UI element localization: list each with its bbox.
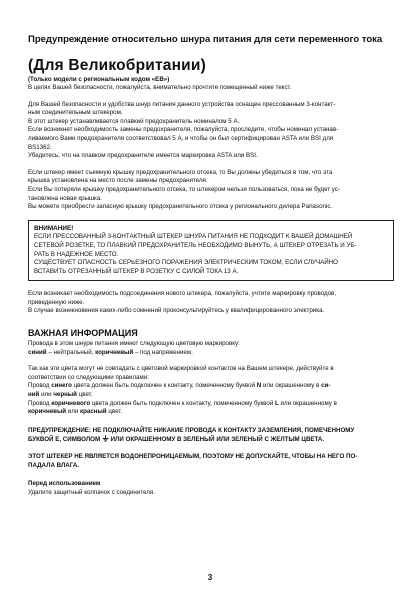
text-line: тановлена новая крышка. — [28, 194, 102, 202]
text-line: Если штекер имеет съемную крышку предохранительного отсека, то Вы должны убедиться в том, что эта — [28, 168, 333, 176]
text-line: приведенную ниже. — [28, 298, 85, 306]
text-line: BS1362. — [28, 143, 52, 151]
ground-line — [28, 435, 394, 445]
text-line: ным соединительным штекером. — [28, 109, 123, 117]
text-line: ПРЕДУПРЕЖДЕНИЕ: НЕ ПОДКЛЮЧАЙТЕ НИКАКИЕ ПРОВОДА К КОНТАКТУ ЗАЗЕМЛЕНИЯ, ПОМЕЧЕННОМУ — [28, 426, 355, 434]
text-span: L — [275, 399, 279, 407]
text-span: или — [66, 408, 81, 416]
text-line: соответствии со следующими правилами: — [28, 373, 149, 381]
text-span: коричневого — [51, 399, 91, 407]
page-number: 3 — [207, 573, 213, 582]
brown-label: коричневый — [95, 348, 134, 356]
wire-colors-line — [28, 349, 394, 358]
wiring-rules-paragraph — [28, 365, 394, 417]
text-line: Для Вашей безопасности и удобства шнур питания данного устройства оснащен прессованным 3-контакт- — [28, 100, 336, 108]
text-line: ПАДАЛА ВЛАГА. — [28, 461, 80, 469]
earth-ground-icon — [102, 435, 109, 442]
caps-warning-ground — [28, 427, 394, 445]
text-line: ЭТОТ ШТЕКЕР НЕ ЯВЛЯЕТСЯ ВОДОНЕПРОНИЦАЕМЫМ, ПОЭТОМУ НЕ ДОПУСКАЙТЕ, ЧТОБЫ НА НЕГО ПО- — [28, 453, 358, 460]
cover-paragraph — [28, 169, 394, 212]
text-line: Так как эти цвета могут не совпадать с цветовой маркировкой контактов на Вашем штекере, действуйте в — [28, 365, 334, 373]
before-use-heading: Перед использованием — [28, 480, 101, 488]
text-span: или — [39, 391, 54, 399]
intro-text: В целях Вашей безопасности, пожалуйста, внимательно прочтите помещенный ниже текст. — [28, 84, 292, 91]
text-line: Провода в этом шнуре питания имеют следующую цветовую маркировку: — [28, 340, 240, 348]
warning-line: ЕСЛИ ПРЕССОВАННЫЙ 3-КОНТАКТНЫЙ ШТЕКЕР ШНУРА ПИТАНИЯ НЕ ПОДХОДИТ К ВАШЕЙ ДОМАШНЕЙ — [34, 233, 353, 241]
warning-line: ВСТАВИТЬ ОТРЕЗАННЫЙ ШТЕКЕР В РОЗЕТКУ С СИЛОЙ ТОКА 13 А. — [34, 267, 239, 275]
text-span: или окрашенному в — [261, 382, 322, 390]
text-span: или окрашенному в — [278, 399, 337, 407]
important-info-heading: ВАЖНАЯ ИНФОРМАЦИЯ — [28, 328, 138, 339]
blue-label: синий — [28, 348, 47, 356]
region-subtitle: (Только модели с региональным кодом «EB») — [28, 76, 170, 83]
text-span: N — [256, 382, 262, 390]
blue-rule-line — [28, 382, 394, 391]
warning-box — [28, 220, 394, 282]
text-line: Если возникает необходимость подсоединения нового штекера, пожалуйста, учтите маркировку проводов, — [28, 290, 337, 298]
warning-line: СУЩЕСТВУЕТ ОПАСНОСТЬ СЕРЬЕЗНОГО ПОРАЖЕНИЯ ЭЛЕКТРИЧЕСКИМ ТОКОМ, ЕСЛИ СЛУЧАЙНО — [34, 259, 338, 267]
warning-line: РАТЬ В НАДЕЖНОЕ МЕСТО. — [34, 250, 119, 258]
text-line: Если Вы потеряли крышку предохранительного отсека, то штекером нельзя пользоваться, пока не будет ус- — [28, 185, 340, 193]
section-title: Предупреждение относительно шнура питания для сети переменного тока — [28, 34, 383, 45]
text-line: Если возникнет необходимость замены предохранителя, пожалуйста, проследите, чтобы номинал устанав- — [28, 126, 339, 134]
text-line: крышка установлена на место после замены предохранителя. — [28, 177, 208, 185]
text-span: цвета должен быть подключен к контакту, помеченному буквой — [71, 382, 257, 390]
text-span: коричневый — [28, 408, 67, 416]
text-span: ний — [28, 391, 40, 399]
warning-title: ВНИМАНИЕ! — [34, 224, 74, 232]
brown-rule-line-2 — [28, 408, 394, 417]
text-line: В этот штекер устанавливается плавкий предохранитель номиналом 5 А. — [28, 117, 240, 125]
text-span: красный — [80, 408, 107, 416]
text-span: цвет. — [76, 391, 93, 399]
new-plug-paragraph — [28, 290, 394, 316]
text-span: ИЛИ ОКРАШЕННОМУ В ЗЕЛЕНЫЙ ИЛИ ЗЕЛЕНЫЙ С ЖЕЛТЫМ ЦВЕТА. — [108, 436, 325, 444]
text-line: ливаемого Вами предохранителя соответствовал 5 А, и чтобы он был сертифицирован ASTA или BSI для — [28, 134, 334, 142]
text-span: си- — [321, 382, 331, 390]
text-span: синего — [51, 382, 72, 390]
document-page — [28, 34, 394, 497]
text-span: цвет. — [106, 408, 123, 416]
text-line: Убедитесь, что на плавком предохранителе имеется маркировка ASTA или BSI. — [28, 152, 258, 160]
text-span: Провод — [28, 399, 52, 407]
text-span: черный — [53, 391, 77, 399]
brown-rule-line — [28, 400, 394, 409]
region-title: (Для Великобритании) — [28, 57, 206, 74]
text-span: цвета должен быть подключен к контакту, помеченному буквой — [90, 399, 275, 407]
text-span: Провод — [28, 382, 52, 390]
text-span: БУКВОЙ Е, СИМВОЛОМ — [28, 436, 102, 444]
caps-warning-water — [28, 453, 394, 470]
text-line: Вы можете приобрести запасную крышку предохранительного отсека у регионального дилера Panasonic. — [28, 203, 333, 211]
before-use-text: Удалите защитный колпачок с соединителя. — [28, 488, 155, 496]
blue-rule-line-2 — [28, 391, 394, 400]
fuse-paragraph — [28, 101, 394, 161]
text-line: В случае возникновения каких-либо сомнений проконсультируйтесь у квалифицированного электрика. — [28, 307, 325, 315]
live-label: – под напряжением. — [133, 348, 193, 356]
neutral-label: – нейтральный, — [46, 348, 96, 356]
warning-line: СЕТЕВОЙ РОЗЕТКЕ, ТО ПЛАВКИЙ ПРЕДОХРАНИТЕЛЬ НЕОБХОДИМО ВЫНУТЬ, А ШТЕКЕР ОТРЕЗАТЬ И УБ- — [34, 241, 357, 249]
